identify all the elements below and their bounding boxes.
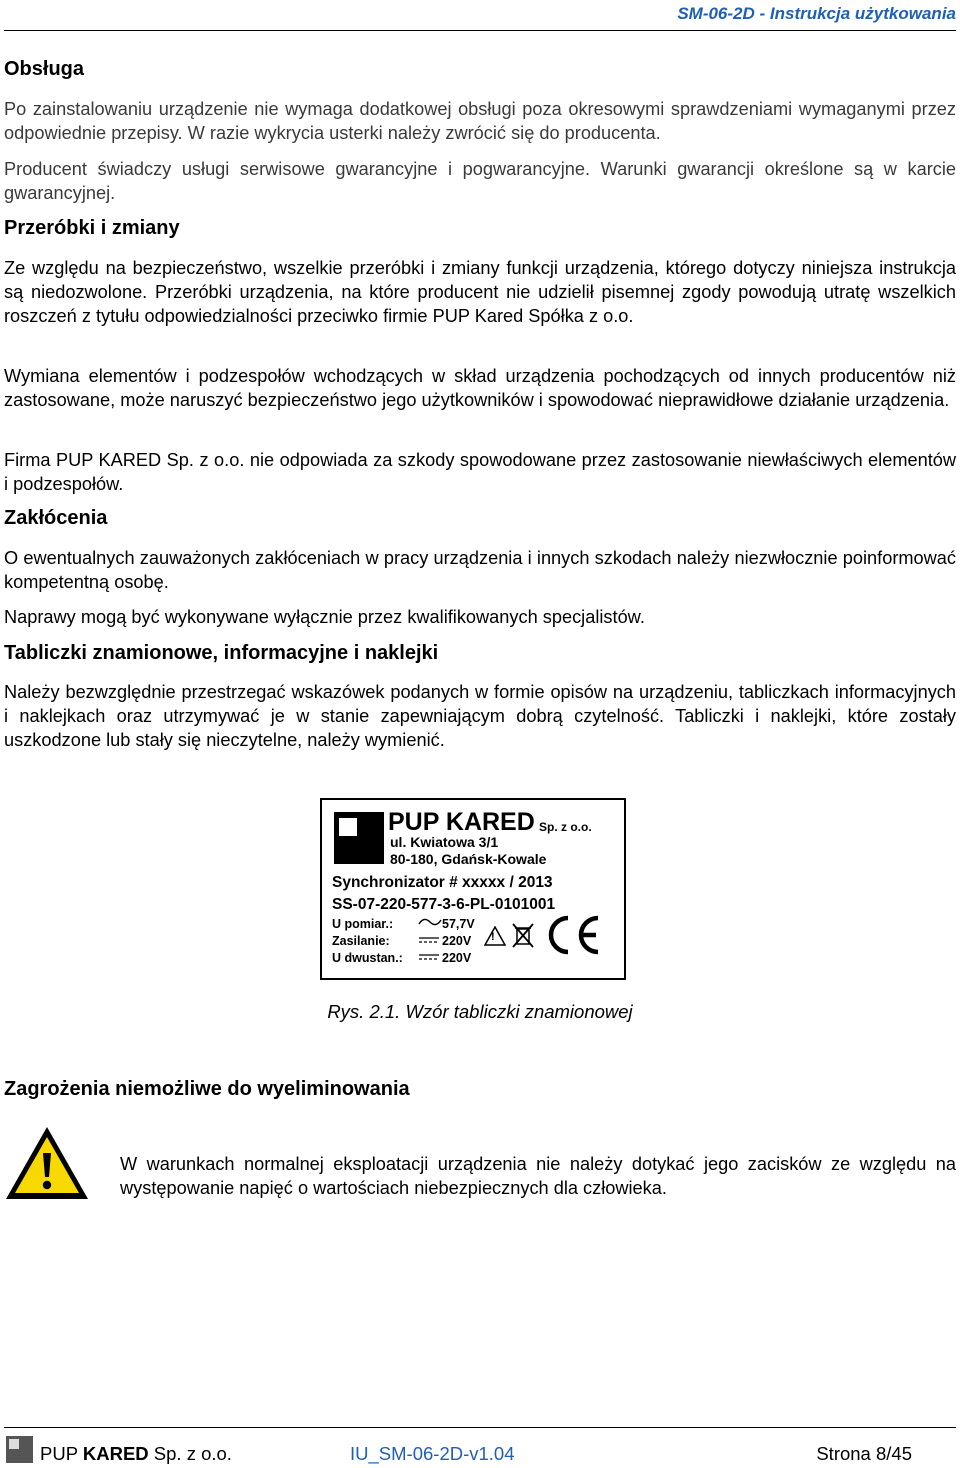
nameplate-code: SS-07-220-577-3-6-PL-0101001 — [332, 896, 556, 913]
ce-mark-icon — [544, 912, 602, 958]
paragraph-przerobki-3: Firma PUP KARED Sp. z o.o. nie odpowiada za szkody spowodowane przez zastosowanie niewłaściwych elementów i podzespołów. — [4, 450, 956, 494]
small-warning-triangle-icon — [484, 926, 506, 946]
footer-page-number: Strona 8/45 — [816, 1443, 912, 1464]
heading-obsluga: Obsługa — [4, 58, 85, 80]
figure-caption: Rys. 2.1. Wzór tabliczki znamionowej — [327, 1001, 633, 1022]
paragraph-obsluga-2: Producent świadczy usługi serwisowe gwarancyjne i pogwarancyjne. Warunki gwarancji określone są w karcie gwarancyjnej. — [4, 159, 956, 203]
nameplate-brand-suffix: Sp. z o.o. — [539, 820, 592, 834]
header-divider — [4, 30, 956, 31]
paragraph-zaklocenia-1: O ewentualnych zauważonych zakłóceniach w pracy urządzenia i innych szkodach należy niezwłocznie poinformować kompetentną osobę. — [4, 548, 956, 592]
paragraph-tabliczki-1: Należy bezwzględnie przestrzegać wskazówek podanych w formie opisów na urządzeniu, tabliczkach informacyjnych i naklejkach oraz utrzymywać je w stanie zapewniającym dobrą czytelność. Tabliczki i naklejki, które zostały uszkodzone lub stały się nieczytelne, należy wymienić. — [4, 682, 956, 750]
footer-divider — [4, 1427, 956, 1428]
nameplate-row-value: 220V — [442, 934, 472, 948]
footer-logo-icon — [6, 1436, 33, 1463]
page-header-title: SM-06-2D - Instrukcja użytkowania — [677, 4, 956, 23]
weee-bin-icon — [512, 922, 534, 948]
nameplate-row-label: Zasilanie: — [332, 934, 390, 948]
nameplate-city: 80-180, Gdańsk-Kowale — [390, 851, 547, 867]
nameplate-row-label: U pomiar.: — [332, 917, 394, 931]
nameplate-product: Synchronizator # xxxxx / 2013 — [332, 874, 553, 891]
dc-symbol-icon — [418, 953, 440, 961]
heading-tabliczki: Tabliczki znamionowe, informacyjne i naklejki — [4, 642, 439, 664]
paragraph-przerobki-1: Ze względu na bezpieczeństwo, wszelkie przeróbki i zmiany funkcji urządzenia, którego dotyczy niniejsza instrukcja są niedozwolone. Przeróbki urządzenia, na które producent nie udzielił pisemnej zgody powodują utratę wszelkich roszczeń z tytułu odpowiedzialności przeciwko firmie PUP Kared Spółka z o.o. — [4, 258, 956, 326]
footer-company: PUP KARED Sp. z o.o. — [40, 1443, 232, 1464]
paragraph-przerobki-2: Wymiana elementów i podzespołów wchodzących w skład urządzenia pochodzących od innych producentów niż zastosowane, może naruszyć bezpieczeństwo jego użytkowników i spowodować nieprawidłowe działanie urządzenia. — [4, 366, 956, 410]
nameplate-row-label: U dwustan.: — [332, 951, 403, 965]
heading-przerobki: Przeróbki i zmiany — [4, 217, 180, 239]
paragraph-zaklocenia-2: Naprawy mogą być wykonywane wyłącznie przez kwalifikowanych specjalistów. — [4, 607, 645, 627]
small-warning-mark: ! — [491, 931, 495, 943]
nameplate-brand: PUP KARED — [388, 808, 535, 836]
dc-symbol-icon — [418, 936, 440, 944]
nameplate-row-value: 57,7V — [442, 917, 475, 931]
nameplate-street: ul. Kwiatowa 3/1 — [390, 834, 499, 850]
heading-zaklocenia: Zakłócenia — [4, 507, 108, 529]
ac-tilde-icon — [418, 916, 442, 928]
paragraph-zagrozenia-1: W warunkach normalnej eksploatacji urządzenia nie należy dotykać jego zacisków ze względu na występowanie napięć o wartościach niebezpiecznych dla człowieka. — [120, 1154, 956, 1198]
nameplate-figure — [320, 798, 626, 980]
nameplate-row-value: 220V — [442, 951, 472, 965]
paragraph-obsluga-1: Po zainstalowaniu urządzenie nie wymaga dodatkowej obsługi poza okresowymi sprawdzeniami wymaganymi przez odpowiednie przepisy. W razie wykrycia usterki należy zwrócić się do producenta. — [4, 99, 956, 143]
heading-zagrozenia: Zagrożenia niemożliwe do wyeliminowania — [4, 1078, 410, 1100]
company-logo-icon — [334, 812, 384, 864]
warning-triangle-icon — [4, 1125, 90, 1201]
footer-document-id: IU_SM-06-2D-v1.04 — [350, 1443, 515, 1464]
